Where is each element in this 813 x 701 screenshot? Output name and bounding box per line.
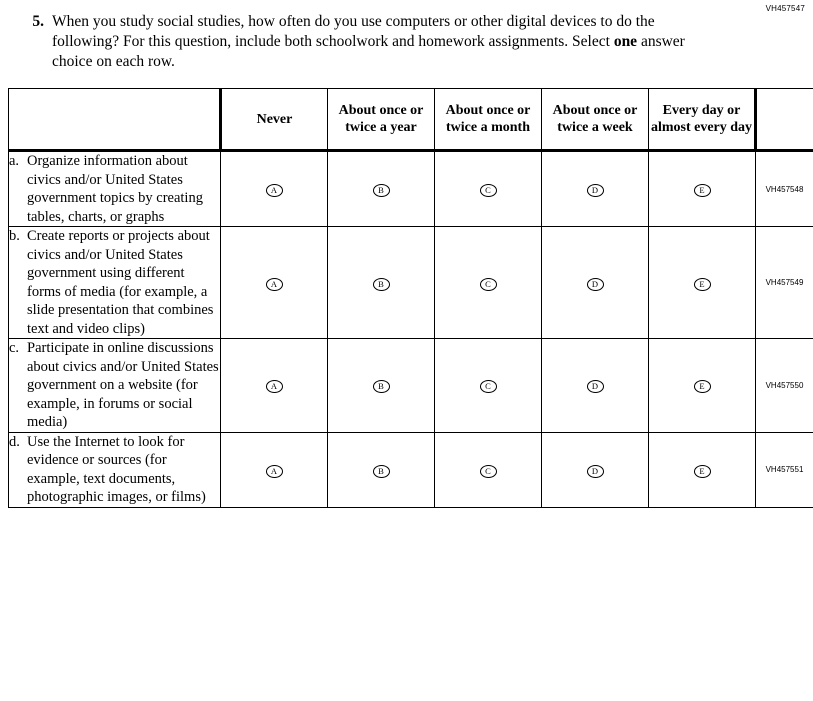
option-cell-c-everyday[interactable] xyxy=(649,339,756,433)
radio-bubble-a[interactable]: A xyxy=(266,380,283,393)
table-row xyxy=(9,151,813,227)
row-item-id: VH457551 xyxy=(756,432,813,507)
question-text xyxy=(52,12,698,72)
radio-bubble-e[interactable]: E xyxy=(694,380,711,393)
option-cell-b-week[interactable] xyxy=(542,227,649,339)
header-never: Never xyxy=(221,89,328,151)
radio-bubble-a[interactable]: A xyxy=(266,184,283,197)
radio-bubble-a[interactable]: A xyxy=(266,465,283,478)
header-every-day: Every day or almost every day xyxy=(649,89,756,151)
radio-bubble-e[interactable]: E xyxy=(694,465,711,478)
row-stem-c xyxy=(9,339,221,433)
option-cell-d-year[interactable] xyxy=(328,432,435,507)
radio-bubble-c[interactable]: C xyxy=(480,278,497,291)
radio-bubble-d[interactable]: D xyxy=(587,278,604,291)
option-cell-c-never[interactable] xyxy=(221,339,328,433)
option-cell-b-month[interactable] xyxy=(435,227,542,339)
option-cell-b-everyday[interactable] xyxy=(649,227,756,339)
radio-bubble-b[interactable]: B xyxy=(373,380,390,393)
option-cell-a-year[interactable] xyxy=(328,151,435,227)
option-cell-c-week[interactable] xyxy=(542,339,649,433)
table-row xyxy=(9,339,813,433)
row-letter: b. xyxy=(9,228,20,244)
row-item-id: VH457548 xyxy=(756,151,813,227)
option-cell-a-everyday[interactable] xyxy=(649,151,756,227)
row-stem-d xyxy=(9,432,221,507)
option-cell-a-never[interactable] xyxy=(221,151,328,227)
option-cell-d-everyday[interactable] xyxy=(649,432,756,507)
row-letter: a. xyxy=(9,153,20,169)
question-text-part2: answer choice on each row. xyxy=(52,33,685,70)
question-text-part1: When you study social studies, how often do you use computers or other digital devices to do the following? For this question, include both schoolwork and homework assignments. Select xyxy=(52,13,655,50)
radio-bubble-c[interactable]: C xyxy=(480,465,497,478)
option-cell-d-month[interactable] xyxy=(435,432,542,507)
header-once-twice-week: About once or twice a week xyxy=(542,89,649,151)
header-once-twice-month: About once or twice a month xyxy=(435,89,542,151)
row-item-id: VH457550 xyxy=(756,339,813,433)
radio-bubble-e[interactable]: E xyxy=(694,278,711,291)
response-matrix-table xyxy=(8,88,813,508)
question-text-emphasis: one xyxy=(613,33,638,50)
row-label: Use the Internet to look for evidence or sources (for example, text documents, photographic images, or films) xyxy=(27,433,206,505)
option-cell-a-week[interactable] xyxy=(542,151,649,227)
table-header-row xyxy=(9,89,813,151)
radio-bubble-a[interactable]: A xyxy=(266,278,283,291)
row-label: Participate in online discussions about civics and/or United States government on a website (for example, in forums or social media) xyxy=(27,340,219,430)
option-cell-b-year[interactable] xyxy=(328,227,435,339)
radio-bubble-c[interactable]: C xyxy=(480,184,497,197)
page-item-id: VH457547 xyxy=(765,4,805,13)
row-stem-b xyxy=(9,227,221,339)
radio-bubble-b[interactable]: B xyxy=(373,184,390,197)
option-cell-c-month[interactable] xyxy=(435,339,542,433)
row-letter: d. xyxy=(9,433,20,450)
question-prompt xyxy=(18,12,698,72)
radio-bubble-e[interactable]: E xyxy=(694,184,711,197)
option-cell-a-month[interactable] xyxy=(435,151,542,227)
radio-bubble-d[interactable]: D xyxy=(587,465,604,478)
header-blank-right xyxy=(756,89,813,151)
table-row xyxy=(9,432,813,507)
row-letter: c. xyxy=(9,340,20,356)
table-row xyxy=(9,227,813,339)
row-item-id: VH457549 xyxy=(756,227,813,339)
header-blank-left xyxy=(9,89,221,151)
option-cell-d-week[interactable] xyxy=(542,432,649,507)
row-label: Create reports or projects about civics and/or United States government using different forms of media (for example, a slide presentation that combines text and video clips) xyxy=(27,228,214,337)
radio-bubble-d[interactable]: D xyxy=(587,380,604,393)
radio-bubble-b[interactable]: B xyxy=(373,278,390,291)
radio-bubble-c[interactable]: C xyxy=(480,380,497,393)
option-cell-b-never[interactable] xyxy=(221,227,328,339)
radio-bubble-d[interactable]: D xyxy=(587,184,604,197)
row-label: Organize information about civics and/or United States government topics by creating tables, charts, or graphs xyxy=(27,153,203,225)
radio-bubble-b[interactable]: B xyxy=(373,465,390,478)
option-cell-c-year[interactable] xyxy=(328,339,435,433)
question-number: 5. xyxy=(32,13,44,30)
row-stem-a xyxy=(9,151,221,227)
option-cell-d-never[interactable] xyxy=(221,432,328,507)
header-once-twice-year: About once or twice a year xyxy=(328,89,435,151)
